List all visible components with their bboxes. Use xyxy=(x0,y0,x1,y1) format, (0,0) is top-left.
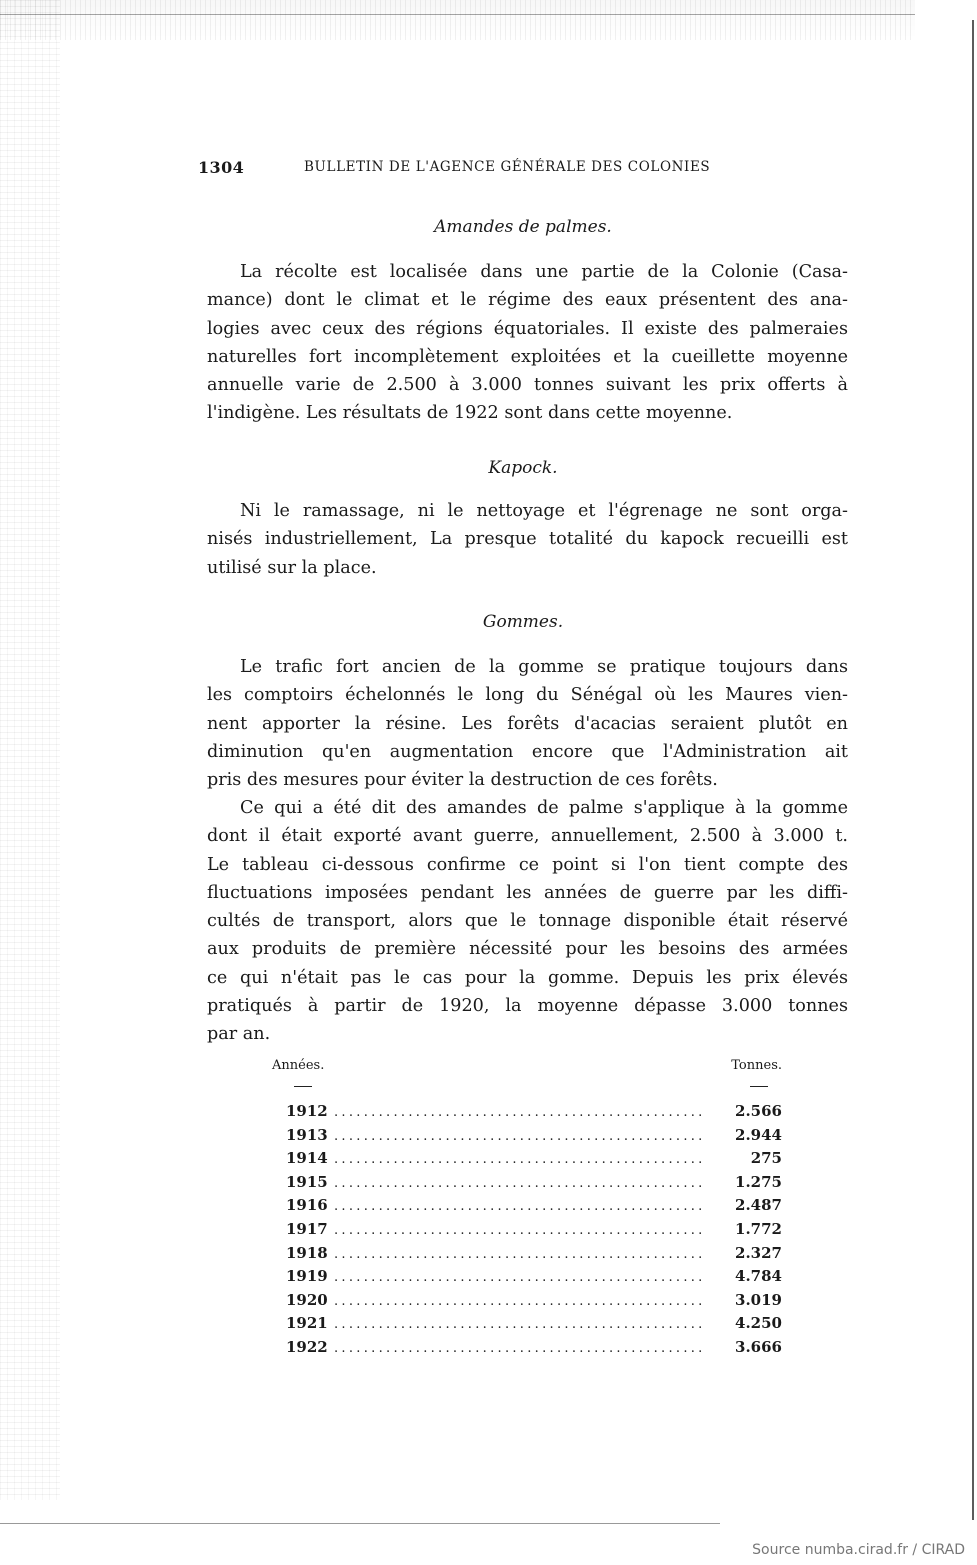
year-cell: 1919 xyxy=(286,1267,328,1286)
dot-leader xyxy=(334,1199,706,1214)
year-cell: 1916 xyxy=(286,1196,328,1215)
text-line: Le trafic fort ancien de la gomme se pratique toujours dans xyxy=(240,657,848,677)
tons-cell: 4.784 xyxy=(735,1267,782,1286)
text-line: utilisé sur la place. xyxy=(207,557,377,578)
text-line: nent apporter la résine. Les forêts d'acacias seraient plutôt en xyxy=(207,713,848,734)
year-cell: 1920 xyxy=(286,1290,328,1309)
dot-leader xyxy=(334,1223,706,1238)
dot-leader xyxy=(334,1129,706,1144)
tons-cell: 3.666 xyxy=(735,1337,782,1356)
text-line: Ce qui a été dit des amandes de palme s'applique à la gomme xyxy=(240,798,848,818)
dot-leader xyxy=(334,1247,706,1262)
text-line: mance) dont le climat et le régime des eaux présentent des ana- xyxy=(207,290,848,311)
text-line: annuelle varie de 2.500 à 3.000 tonnes suivant les prix offerts à xyxy=(207,375,848,396)
text-line: Ni le ramassage, ni le nettoyage et l'égrenage ne sont orga- xyxy=(240,501,848,521)
tons-cell: 2.944 xyxy=(735,1125,782,1144)
tons-cell: 275 xyxy=(750,1149,782,1168)
table-row xyxy=(272,1338,782,1362)
tons-cell: 3.019 xyxy=(735,1290,782,1309)
text-line: dont il était exporté avant guerre, annuellement, 2.500 à 3.000 t. xyxy=(207,826,848,847)
scan-edge-top xyxy=(0,14,915,15)
text-line: diminution qu'en augmentation encore que l'Administration ait xyxy=(207,741,848,762)
table-row xyxy=(272,1126,782,1150)
year-cell: 1921 xyxy=(286,1314,328,1333)
dot-leader xyxy=(334,1317,706,1332)
table-row xyxy=(272,1267,782,1291)
table-row xyxy=(272,1291,782,1315)
scan-edge-bottom xyxy=(0,1523,720,1524)
scan-noise-left xyxy=(0,0,60,1500)
table-row xyxy=(272,1196,782,1220)
section-title-gommes: Gommes. xyxy=(482,612,564,632)
journal-title: BULLETIN DE L'AGENCE GÉNÉRALE DES COLONIES xyxy=(304,159,711,175)
table-row xyxy=(272,1314,782,1338)
text-line: aux produits de première nécessité pour les besoins des armées xyxy=(207,939,848,960)
paragraph-kapock xyxy=(207,497,848,582)
year-cell: 1913 xyxy=(286,1125,328,1144)
tons-cell: 2.327 xyxy=(735,1243,782,1262)
year-cell: 1918 xyxy=(286,1243,328,1262)
paragraph-gommes-1 xyxy=(207,653,848,794)
dot-leader xyxy=(334,1341,706,1356)
text-line: nisés industriellement, La presque totalité du kapock recueilli est xyxy=(207,529,848,550)
scan-noise-top xyxy=(0,0,915,40)
page-number: 1304 xyxy=(198,158,245,177)
tons-cell: 2.487 xyxy=(735,1196,782,1215)
column-header-tons: Tonnes. xyxy=(731,1058,782,1073)
gum-exports-table xyxy=(272,1058,782,1362)
paragraph-amandes xyxy=(207,258,848,428)
text-line: l'indigène. Les résultats de 1922 sont dans cette moyenne. xyxy=(207,403,733,424)
tons-cell: 1.772 xyxy=(735,1219,782,1238)
text-line: logies avec ceux des régions équatoriales. Il existe des palmeraies xyxy=(207,318,848,339)
text-line: Le tableau ci-dessous confirme ce point si l'on tient compte des xyxy=(207,854,848,875)
table-header xyxy=(272,1058,782,1080)
year-cell: 1912 xyxy=(286,1102,328,1120)
text-line: naturelles fort incomplètement exploitées et la cueillette moyenne xyxy=(207,346,848,367)
text-line: fluctuations imposées pendant les années de guerre par les diffi- xyxy=(207,882,848,903)
table-row xyxy=(272,1102,782,1126)
section-title-amandes: Amandes de palmes. xyxy=(434,217,612,237)
table-row xyxy=(272,1220,782,1244)
year-cell: 1915 xyxy=(286,1172,328,1191)
dot-leader xyxy=(334,1294,706,1309)
column-header-years: Années. xyxy=(272,1058,325,1073)
text-line: les comptoirs échelonnés le long du Sénégal où les Maures vien- xyxy=(207,685,848,706)
dot-leader xyxy=(334,1105,706,1120)
dot-leader xyxy=(334,1270,706,1285)
year-cell: 1922 xyxy=(286,1337,328,1356)
text-line: pratiqués à partir de 1920, la moyenne dépasse 3.000 tonnes xyxy=(207,996,848,1017)
table-row xyxy=(272,1149,782,1173)
running-head xyxy=(198,158,738,178)
section-title-kapock: Kapock. xyxy=(488,458,558,478)
table-row xyxy=(272,1244,782,1268)
text-line: par an. xyxy=(207,1024,271,1045)
year-cell: 1914 xyxy=(286,1149,328,1168)
text-line: La récolte est localisée dans une partie de la Colonie (Casa- xyxy=(240,262,848,282)
tons-cell: 2.566 xyxy=(735,1102,782,1120)
dot-leader xyxy=(334,1176,706,1191)
tons-cell: 1.275 xyxy=(735,1172,782,1191)
paragraph-gommes-2 xyxy=(207,794,848,1049)
text-line: cultés de transport, alors que le tonnage disponible était réservé xyxy=(207,911,848,932)
dash-icon xyxy=(294,1086,312,1087)
table-row xyxy=(272,1173,782,1197)
year-cell: 1917 xyxy=(286,1219,328,1238)
header-dashes xyxy=(272,1080,782,1102)
text-line: ce qui n'était pas le cas pour la gomme. Depuis les prix élevés xyxy=(207,967,848,988)
source-credit: Source numba.cirad.fr / CIRAD xyxy=(752,1542,965,1558)
text-line: pris des mesures pour éviter la destruction de ces forêts. xyxy=(207,770,718,791)
scan-edge-right xyxy=(972,20,974,1520)
tons-cell: 4.250 xyxy=(735,1314,782,1333)
dash-icon xyxy=(750,1086,768,1087)
dot-leader xyxy=(334,1152,706,1167)
